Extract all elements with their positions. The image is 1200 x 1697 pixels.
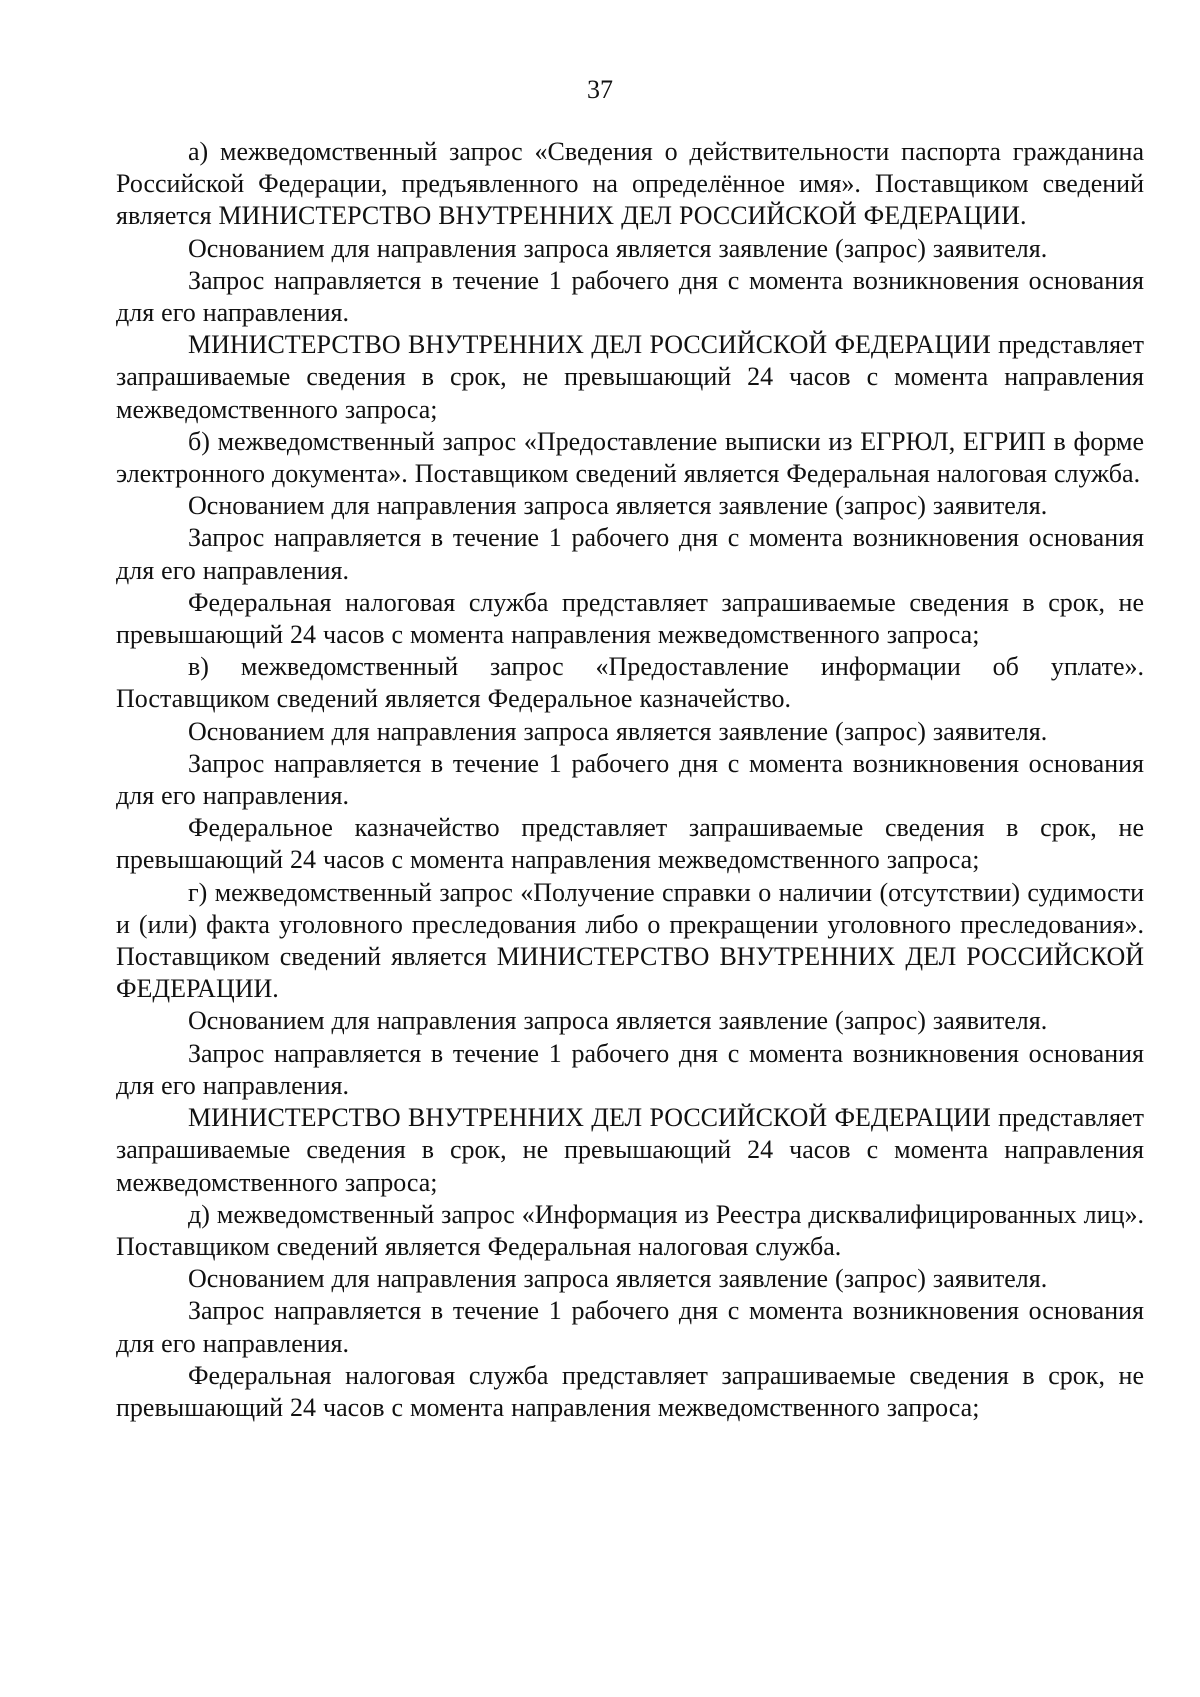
paragraph-basis: Основанием для направления запроса является заявление (запрос) заявителя. xyxy=(188,491,1048,521)
page-number: 37 xyxy=(587,75,613,104)
paragraph-deadline: Запрос направляется в течение 1 рабочего дня с момента возникновения основания для его направления. xyxy=(116,748,1144,811)
document-body xyxy=(116,136,1144,1424)
paragraph-response-term: МИНИСТЕРСТВО ВНУТРЕННИХ ДЕЛ РОССИЙСКОЙ ФЕДЕРАЦИИ представляет запрашиваемые сведения в срок, не превышающий 24 часов с момента направления межведомственного запроса; xyxy=(116,330,1144,424)
paragraph-basis: Основанием для направления запроса является заявление (запрос) заявителя. xyxy=(188,716,1048,746)
paragraph-g-request: г) межведомственный запрос «Получение справки о наличии (отсутствии) судимости и (или) факта уголовного преследования либо о прекращении уголовного преследования». Поставщиком сведений является МИНИСТЕРСТВО ВНУТРЕННИХ ДЕЛ РОССИЙСКОЙ ФЕДЕРАЦИИ. xyxy=(116,877,1144,1004)
paragraph-response-term: Федеральная налоговая служба представляет запрашиваемые сведения в срок, не превышающий 24 часов с момента направления межведомственного запроса; xyxy=(116,587,1144,650)
paragraph-deadline: Запрос направляется в течение 1 рабочего дня с момента возникновения основания для его направления. xyxy=(116,1296,1144,1358)
paragraph-basis: Основанием для направления запроса является заявление (запрос) заявителя. xyxy=(188,1006,1048,1036)
paragraph-response-term: Федеральное казначейство представляет запрашиваемые сведения в срок, не превышающий 24 часов с момента направления межведомственного запроса; xyxy=(116,813,1144,875)
paragraph-deadline: Запрос направляется в течение 1 рабочего дня с момента возникновения основания для его направления. xyxy=(116,523,1144,585)
paragraph-d-request: д) межведомственный запрос «Информация из Реестра дисквалифицированных лиц». Поставщиком сведений является Федеральная налоговая служба. xyxy=(116,1199,1144,1261)
paragraph-a-request: а) межведомственный запрос «Сведения о действительности паспорта гражданина Российской Федерации, предъявленного на определённое имя». Поставщиком сведений является МИНИСТЕРСТВО ВНУТРЕННИХ ДЕЛ РОССИЙСКОЙ ФЕДЕРАЦИИ. xyxy=(116,137,1144,231)
paragraph-deadline: Запрос направляется в течение 1 рабочего дня с момента возникновения основания для его направления. xyxy=(116,1038,1144,1100)
paragraph-basis: Основанием для направления запроса является заявление (запрос) заявителя. xyxy=(188,233,1048,263)
paragraph-deadline: Запрос направляется в течение 1 рабочего дня с момента возникновения основания для его направления. xyxy=(116,265,1144,328)
paragraph-v-request: в) межведомственный запрос «Предоставление информации об уплате». Поставщиком сведений является Федеральное казначейство. xyxy=(116,652,1144,714)
paragraph-basis: Основанием для направления запроса является заявление (запрос) заявителя. xyxy=(188,1264,1048,1294)
paragraph-b-request: б) межведомственный запрос «Предоставление выписки из ЕГРЮЛ, ЕГРИП в форме электронного документа». Поставщиком сведений является Федеральная налоговая служба. xyxy=(116,426,1144,489)
paragraph-response-term: МИНИСТЕРСТВО ВНУТРЕННИХ ДЕЛ РОССИЙСКОЙ ФЕДЕРАЦИИ представляет запрашиваемые сведения в срок, не превышающий 24 часов с момента направления межведомственного запроса; xyxy=(116,1103,1144,1197)
paragraph-response-term: Федеральная налоговая служба представляет запрашиваемые сведения в срок, не превышающий 24 часов с момента направления межведомственного запроса; xyxy=(116,1360,1144,1422)
